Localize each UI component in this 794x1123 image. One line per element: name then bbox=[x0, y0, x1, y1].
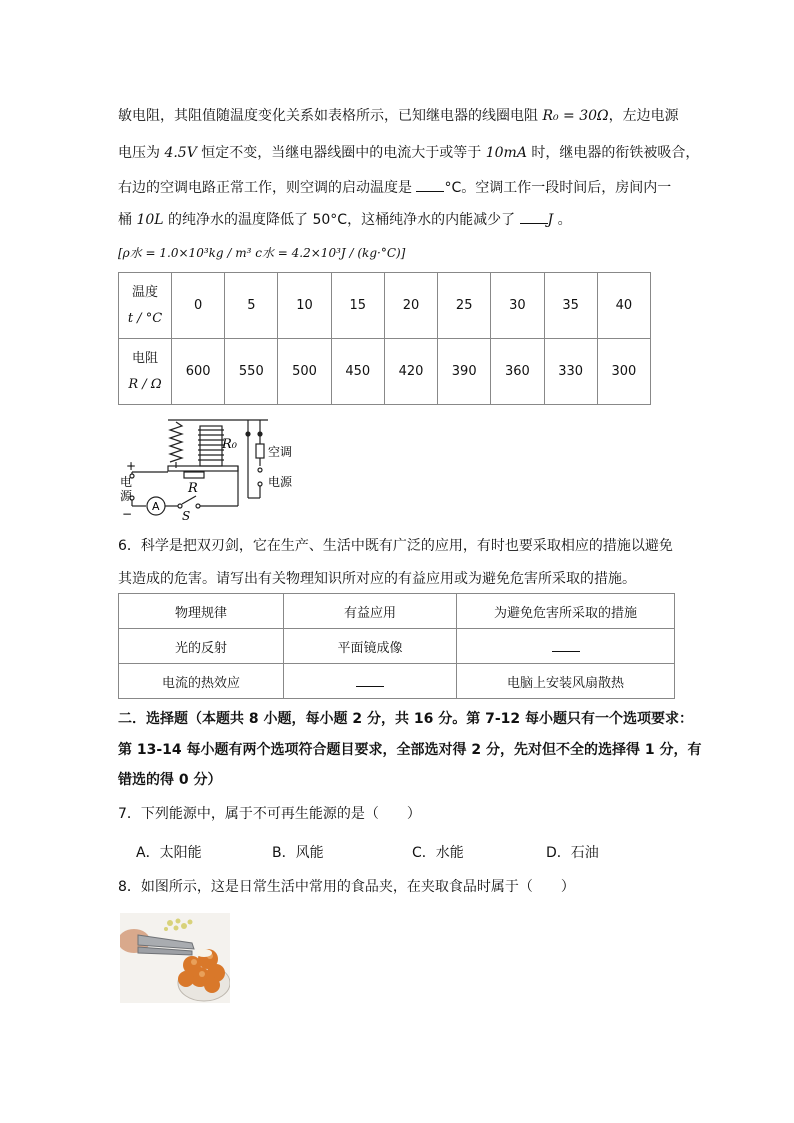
header-unit: t / °C bbox=[127, 310, 163, 326]
intro-line-2 bbox=[118, 143, 699, 163]
table-cell: 10 bbox=[278, 273, 331, 339]
table-cell bbox=[284, 664, 457, 699]
table-header-cell bbox=[119, 339, 172, 405]
answer-blank-temperature[interactable] bbox=[416, 177, 444, 192]
table-cell: 0 bbox=[172, 273, 225, 339]
table-cell: 360 bbox=[491, 339, 544, 405]
thermistor bbox=[184, 472, 204, 478]
table-row bbox=[119, 273, 651, 339]
constants-line: [ρ水 = 1.0×10³kg / m³ c水 = 4.2×10³J / (kg·°C)] bbox=[118, 246, 406, 260]
switch-label: S bbox=[182, 509, 191, 522]
intro-text: 时，继电器的衔铁被吸合， bbox=[526, 145, 700, 161]
intro-text: 电压为 bbox=[118, 145, 165, 161]
coil-resistance: R₀ = 30Ω bbox=[542, 108, 609, 124]
switch-blade bbox=[182, 496, 196, 504]
answer-blank-reflection-measure[interactable] bbox=[552, 637, 580, 652]
power-left-label-2: 源 bbox=[120, 489, 133, 503]
intro-text: 桶 bbox=[118, 212, 137, 228]
table-row bbox=[119, 339, 651, 405]
food-tongs-image bbox=[120, 913, 230, 1003]
volume-value: 10L bbox=[136, 212, 164, 228]
table-cell: 420 bbox=[384, 339, 437, 405]
intro-line-1 bbox=[118, 106, 679, 126]
ac-resistor bbox=[256, 444, 264, 458]
section2-line-2: 第 13-14 每小题有两个选项符合题目要求，全部选对得 2 分，先对但不全的选择得 1 分，有 bbox=[118, 742, 702, 758]
q7-option-d[interactable]: D．石油 bbox=[546, 845, 599, 861]
table-header-cell: 为避免危害所采取的措施 bbox=[457, 594, 675, 629]
table-header-cell bbox=[119, 273, 172, 339]
table-cell: 450 bbox=[331, 339, 384, 405]
q7-option-a[interactable]: A．太阳能 bbox=[136, 845, 202, 861]
q6-table bbox=[118, 593, 675, 699]
table-cell: 25 bbox=[438, 273, 491, 339]
table-row bbox=[119, 629, 675, 664]
table-cell: 500 bbox=[278, 339, 331, 405]
intro-text: 恒定不变，当继电器线圈中的电流大于或等于 bbox=[196, 145, 486, 161]
table-cell: 40 bbox=[597, 273, 650, 339]
header-label: 电阻 bbox=[131, 350, 158, 366]
table-cell: 光的反射 bbox=[119, 629, 284, 664]
header-label: 温度 bbox=[131, 284, 158, 300]
table-cell: 平面镜成像 bbox=[284, 629, 457, 664]
table-cell: 600 bbox=[172, 339, 225, 405]
power-left-label-1: 电 bbox=[120, 475, 133, 489]
intro-text: °C。空调工作一段时间后，房间内一 bbox=[444, 180, 672, 196]
table-cell: 550 bbox=[225, 339, 278, 405]
table-header-cell: 物理规律 bbox=[119, 594, 284, 629]
thermistor-label: R bbox=[188, 481, 198, 496]
intro-text: 的纯净水的温度降低了 50°C，这桶纯净水的内能减少了 bbox=[163, 212, 520, 228]
table-cell: 35 bbox=[544, 273, 597, 339]
q7-option-b[interactable]: B．风能 bbox=[272, 845, 324, 861]
table-cell: 300 bbox=[597, 339, 650, 405]
table-cell: 30 bbox=[491, 273, 544, 339]
table-row bbox=[119, 664, 675, 699]
intro-line-4 bbox=[118, 209, 572, 230]
table-cell: 20 bbox=[384, 273, 437, 339]
table-cell bbox=[457, 629, 675, 664]
intro-text: ，左边电源 bbox=[608, 108, 679, 124]
intro-text: 。 bbox=[553, 212, 572, 228]
answer-blank-heating-application[interactable] bbox=[356, 672, 384, 687]
power-right-label: 电源 bbox=[268, 475, 293, 489]
r0-label: R₀ bbox=[222, 437, 237, 452]
table-cell: 15 bbox=[331, 273, 384, 339]
table-cell: 5 bbox=[225, 273, 278, 339]
minus-sign: − bbox=[122, 507, 133, 521]
q6-line-2: 其造成的危害。请写出有关物理知识所对应的有益应用或为避免危害所采取的措施。 bbox=[118, 571, 636, 587]
table-header-cell: 有益应用 bbox=[284, 594, 457, 629]
coil-windings bbox=[198, 430, 224, 460]
section2-line-3: 错选的得 0 分） bbox=[118, 772, 222, 788]
intro-line-3 bbox=[118, 177, 671, 198]
relay-circuit-diagram bbox=[118, 414, 308, 522]
current-value: 10mA bbox=[485, 145, 527, 161]
q7-stem: 7．下列能源中，属于不可再生能源的是（ ） bbox=[118, 806, 421, 822]
q8-stem: 8．如图所示，这是日常生活中常用的食品夹，在夹取食品时属于（ ） bbox=[118, 879, 575, 895]
table-cell: 330 bbox=[544, 339, 597, 405]
voltage-value: 4.5V bbox=[164, 145, 197, 161]
intro-text: 右边的空调电路正常工作，则空调的启动温度是 bbox=[118, 180, 417, 196]
plus-sign: + bbox=[126, 459, 137, 473]
temp-resistance-table bbox=[118, 272, 651, 405]
intro-text: 敏电阻，其阻值随温度变化关系如表格所示，已知继电器的线圈电阻 bbox=[118, 108, 543, 124]
base-plate bbox=[168, 466, 238, 471]
table-row bbox=[119, 594, 675, 629]
table-cell: 电脑上安装风扇散热 bbox=[457, 664, 675, 699]
table-cell: 390 bbox=[438, 339, 491, 405]
ammeter-label: A bbox=[152, 500, 160, 513]
q6-line-1: 6．科学是把双刃剑，它在生产、生活中既有广泛的应用，有时也要采取相应的措施以避免 bbox=[118, 538, 673, 554]
table-cell: 电流的热效应 bbox=[119, 664, 284, 699]
spring bbox=[170, 422, 182, 462]
q7-option-c[interactable]: C．水能 bbox=[412, 845, 464, 861]
section2-line-1: 二．选择题（本题共 8 小题，每小题 2 分，共 16 分。第 7-12 每小题只有一个选项要求： bbox=[118, 711, 693, 727]
unit-joule: J bbox=[547, 212, 554, 228]
header-unit: R / Ω bbox=[128, 376, 162, 392]
answer-blank-energy[interactable] bbox=[520, 209, 548, 224]
ac-label: 空调 bbox=[268, 445, 293, 459]
